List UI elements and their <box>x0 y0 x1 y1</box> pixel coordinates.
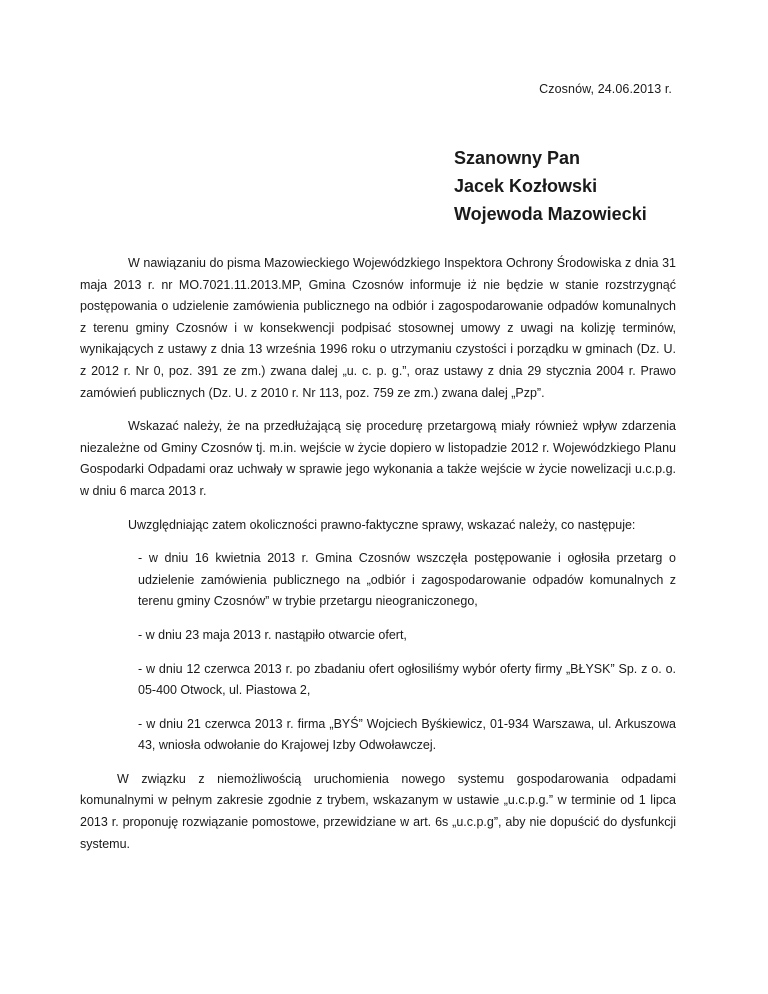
letter-body <box>80 253 676 867</box>
paragraph-circumstances: Wskazać należy, że na przedłużającą się procedurę przetargową miały również wpływ zdarzenia niezależne od Gminy Czosnów tj. m.in. wejście w życie dopiero w listopadzie 2012 r. Wojewódzkiego Planu Gospodarki Odpadami oraz uchwały w sprawie jego wykonania a także wejście w życie nowelizacji u.c.p.g. w dniu 6 marca 2013 r. <box>80 419 676 498</box>
paragraph-facts-lead: Uwzględniając zatem okoliczności prawno-faktyczne sprawy, wskazać należy, co następuje: <box>128 517 636 532</box>
addressee-title: Wojewoda Mazowiecki <box>454 204 647 224</box>
paragraph-intro: W nawiązaniu do pisma Mazowieckiego Wojewódzkiego Inspektora Ochrony Środowiska z dnia 31 maja 2013 r. nr MO.7021.11.2013.MP, Gmina Czosnów informuje iż nie będzie w stanie rozstrzygnąć postępowania o udzielenie zamówienia publicznego na odbiór i zagospodarowanie odpadów komunalnych z terenu gminy Czosnów i w konsekwencji podpisać stosownej umowy z uwagi na kolizję terminów, wynikających z ustawy z dnia 13 września 1996 roku o utrzymaniu czystości i porządku w gminach (Dz. U. z 2012 r. Nr 0, poz. 391 ze zm.) zwana dalej „u. c. p. g.”, oraz ustawy z dnia 29 stycznia 2004 r. Prawo zamówień publicznych (Dz. U. z 2010 r. Nr 113, poz. 759 ze zm.) zwana dalej „Pzp”. <box>80 256 676 400</box>
timeline-list <box>80 548 676 757</box>
addressee-block <box>454 144 647 228</box>
list-item: - w dniu 21 czerwca 2013 r. firma „BYŚ” Wojciech Byśkiewicz, 01-934 Warszawa, ul. Arkuszowa 43, wniosła odwołanie do Krajowej Izby Odwoławczej. <box>138 716 676 753</box>
list-item: - w dniu 23 maja 2013 r. nastąpiło otwarcie ofert, <box>138 627 407 642</box>
list-item: - w dniu 12 czerwca 2013 r. po zbadaniu ofert ogłosiliśmy wybór oferty firmy „BŁYSK” Sp. z o. o. 05-400 Otwock, ul. Piastowa 2, <box>138 661 676 698</box>
list-item: - w dniu 16 kwietnia 2013 r. Gmina Czosnów wszczęła postępowanie i ogłosiła przetarg o udzielenie zamówienia publicznego na „odbiór i zagospodarowanie odpadów komunalnych z terenu gminy Czosnów” w trybie przetargu nieograniczonego, <box>138 551 676 609</box>
addressee-name: Jacek Kozłowski <box>454 176 598 196</box>
paragraph-closing: W związku z niemożliwością uruchomienia nowego systemu gospodarowania odpadami komunalnymi w pełnym zakresie zgodnie z trybem, wskazanym w ustawie „u.c.p.g.” w terminie od 1 lipca 2013 r. proponuję rozwiązanie pomostowe, przewidziane w art. 6s „u.c.p.g”, aby nie dopuścić do dysfunkcji systemu. <box>80 771 676 851</box>
addressee-salutation: Szanowny Pan <box>454 148 581 168</box>
date-line: Czosnów, 24.06.2013 r. <box>539 82 672 96</box>
